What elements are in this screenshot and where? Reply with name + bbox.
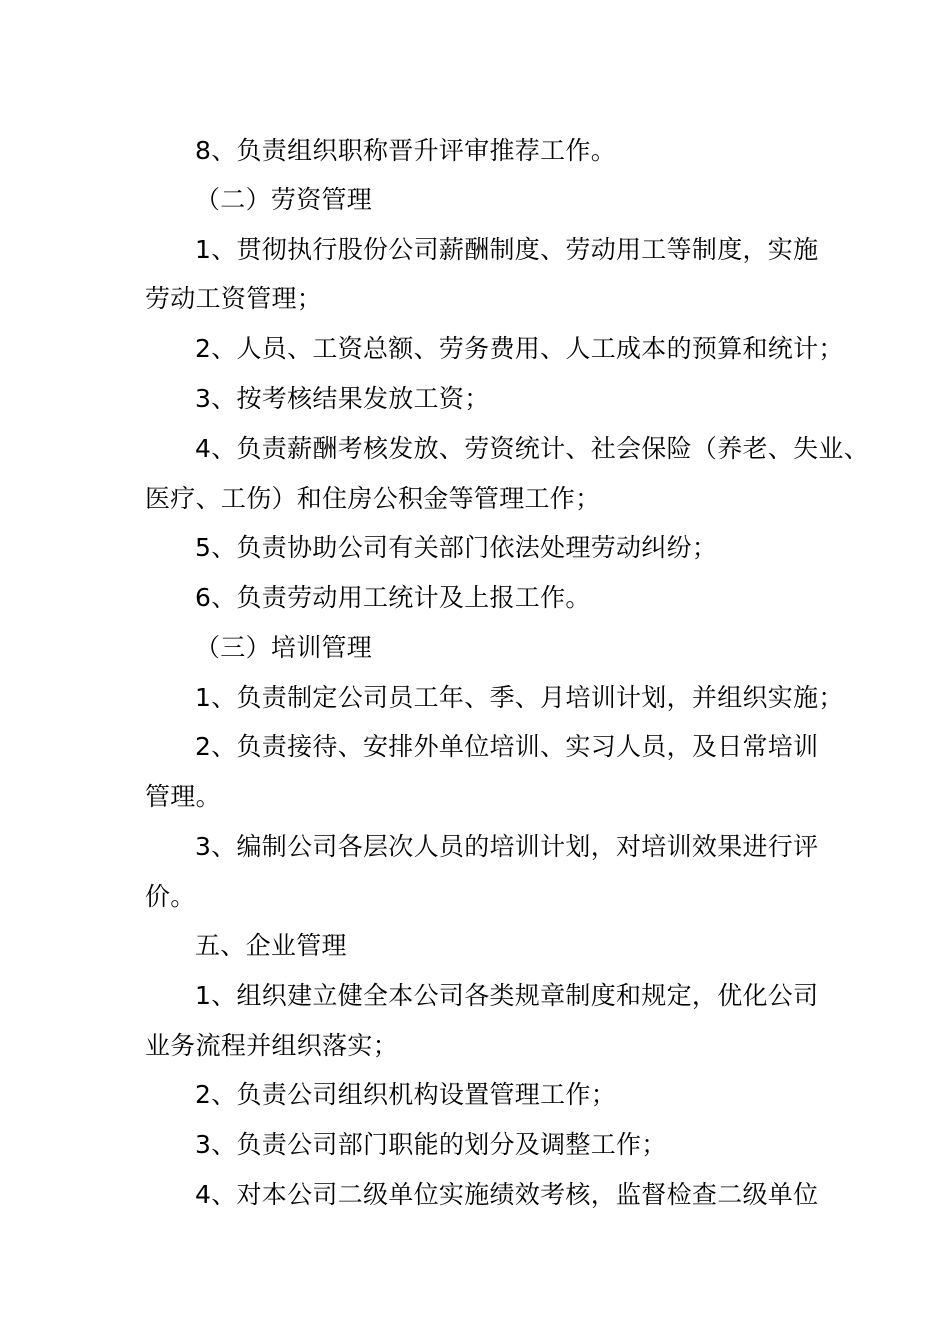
section-heading: （二）劳资管理 bbox=[195, 185, 373, 214]
paragraph-line: 3、编制公司各层次人员的培训计划，对培训效果进行评 bbox=[195, 832, 819, 861]
paragraph-line: 业务流程并组织落实； bbox=[145, 1031, 399, 1060]
paragraph-line: 2、负责接待、安排外单位培训、实习人员，及日常培训 bbox=[195, 732, 819, 761]
paragraph-line: 1、组织建立健全本公司各类规章制度和规定，优化公司 bbox=[195, 981, 819, 1010]
paragraph-line: 2、人员、工资总额、劳务费用、人工成本的预算和统计； bbox=[195, 334, 844, 363]
paragraph-line: 劳动工资管理； bbox=[145, 284, 323, 313]
paragraph-line: 1、负责制定公司员工年、季、月培训计划，并组织实施； bbox=[195, 683, 844, 712]
paragraph-line: 2、负责公司组织机构设置管理工作； bbox=[195, 1080, 617, 1109]
paragraph-line: 1、贯彻执行股份公司薪酬制度、劳动用工等制度，实施 bbox=[195, 235, 819, 264]
section-heading: 五、企业管理 bbox=[195, 931, 347, 960]
paragraph-line: 5、负责协助公司有关部门依法处理劳动纠纷； bbox=[195, 533, 718, 562]
paragraph-line: 3、负责公司部门职能的划分及调整工作； bbox=[195, 1130, 667, 1159]
paragraph-line: 管理。 bbox=[145, 782, 221, 811]
paragraph-line: 4、对本公司二级单位实施绩效考核，监督检查二级单位 bbox=[195, 1180, 819, 1209]
paragraph-line: 3、按考核结果发放工资； bbox=[195, 384, 490, 413]
paragraph-line: 医疗、工伤）和住房公积金等管理工作； bbox=[145, 484, 601, 513]
section-heading: （三）培训管理 bbox=[195, 633, 373, 662]
paragraph-line: 4、负责薪酬考核发放、劳资统计、社会保险（养老、失业、 bbox=[195, 434, 870, 463]
paragraph-line: 8、负责组织职称晋升评审推荐工作。 bbox=[195, 136, 617, 165]
paragraph-line: 6、负责劳动用工统计及上报工作。 bbox=[195, 583, 591, 612]
paragraph-line: 价。 bbox=[145, 882, 196, 911]
